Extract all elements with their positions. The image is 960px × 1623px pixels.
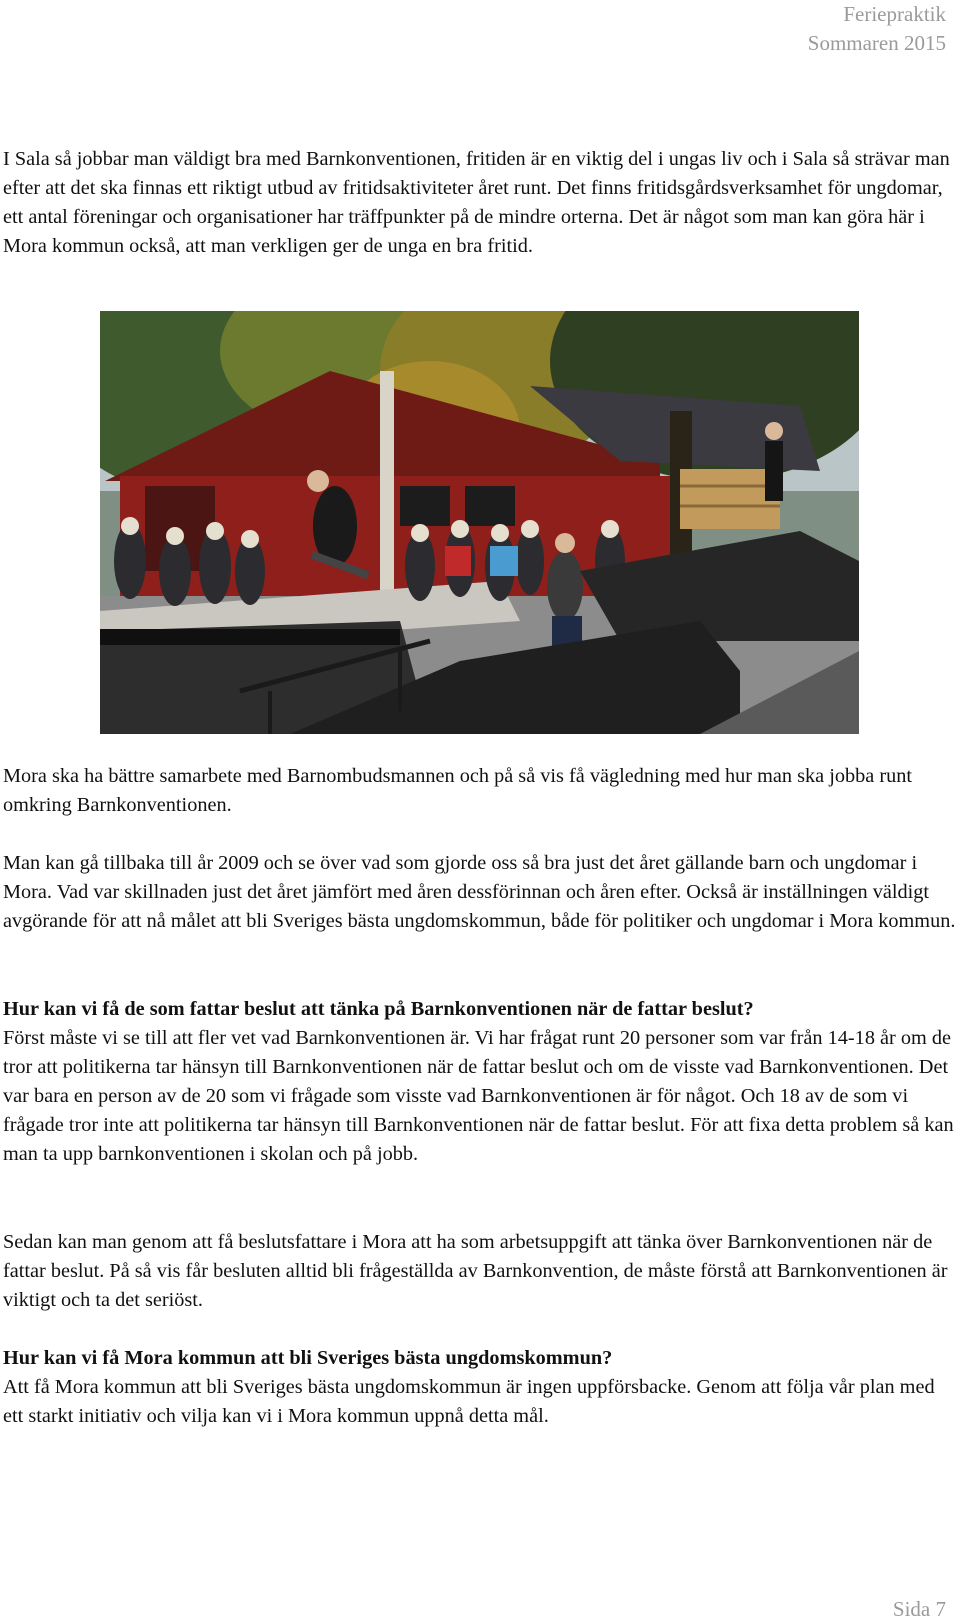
page-header (808, 0, 946, 58)
paragraph-2009 (3, 849, 958, 936)
skatepark-illustration (100, 311, 859, 734)
paragraph-beslutsfattare (3, 1228, 958, 1315)
header-title: Feriepraktik (843, 2, 946, 26)
paragraph-barnombudsmannen (3, 762, 958, 820)
paragraph-2009-text: Man kan gå tillbaka till år 2009 och se över vad som gjorde oss så bra just det året gällande barn och ungdomar i Mora. Vad var skillnaden just det året jämfört med åren dessförinnan och åren efter. Också är inställningen väldigt avgörande för att nå målet att bli Sveriges bästa ungdomskommun, både för politiker och ungdomar i Mora kommun. (3, 852, 956, 932)
paragraph-survey: Först måste vi se till att fler vet vad Barnkonventionen är. Vi har frågat runt 20 personer som var från 14-18 år om de tror att politikerna tar hänsyn till Barnkonventionen när de fattar beslut och om de visste vad Barnkonventionen. Det var bara en person av de 20 som vi frågade som visste vad Barnkonventionen är för något. Och 18 av de som vi frågade tror inte att politikerna tar hänsyn till Barnkonventionen när de fattar beslut. För att fixa detta problem så kan man ta upp barnkonventionen i skolan och på jobb. (3, 1027, 954, 1165)
paragraph-beslutsfattare-text: Sedan kan man genom att få beslutsfattare i Mora att ha som arbetsuppgift att tänka över Barnkonventionen när de fattar beslut. På så vis får besluten alltid bli frågeställda av Barnkonvention, de måste förstå att Barnkonventionen är viktigt och ta det seriöst. (3, 1231, 948, 1311)
paragraph-barnombudsmannen-text: Mora ska ha bättre samarbete med Barnombudsmannen och på så vis få vägledning med hur man ska jobba runt omkring Barnkonventionen. (3, 765, 913, 816)
page-number: Sida 7 (892, 1597, 946, 1621)
paragraph-sala (3, 145, 958, 261)
skatepark-photo (100, 311, 859, 734)
paragraph-sala-text: I Sala så jobbar man väldigt bra med Barnkonventionen, fritiden är en viktig del i ungas liv och i Sala så strävar man efter att det ska finnas ett riktigt utbud av fritidsaktiviteter året runt. Det finns fritidsgårdsverksamhet för ungdomar, ett antal föreningar och organisationer har träffpunkter på de mindre orterna. Det är något som man kan göra här i Mora kommun också, att man verkligen ger de unga en bra fritid. (3, 148, 950, 257)
heading-decision-makers: Hur kan vi få de som fattar beslut att tänka på Barnkonventionen när de fattar beslut? (3, 998, 754, 1020)
heading-best-youth-municipality: Hur kan vi få Mora kommun att bli Sveriges bästa ungdomskommun? (3, 1347, 613, 1369)
header-subtitle: Sommaren 2015 (807, 31, 946, 55)
section-best-youth-municipality (3, 1344, 958, 1431)
section-decision-makers (3, 995, 958, 1169)
paragraph-plan: Att få Mora kommun att bli Sveriges bästa ungdomskommun är ingen uppförsbacke. Genom att följa vår plan med ett starkt initiativ och vilja kan vi i Mora kommun uppnå detta mål. (3, 1376, 935, 1427)
